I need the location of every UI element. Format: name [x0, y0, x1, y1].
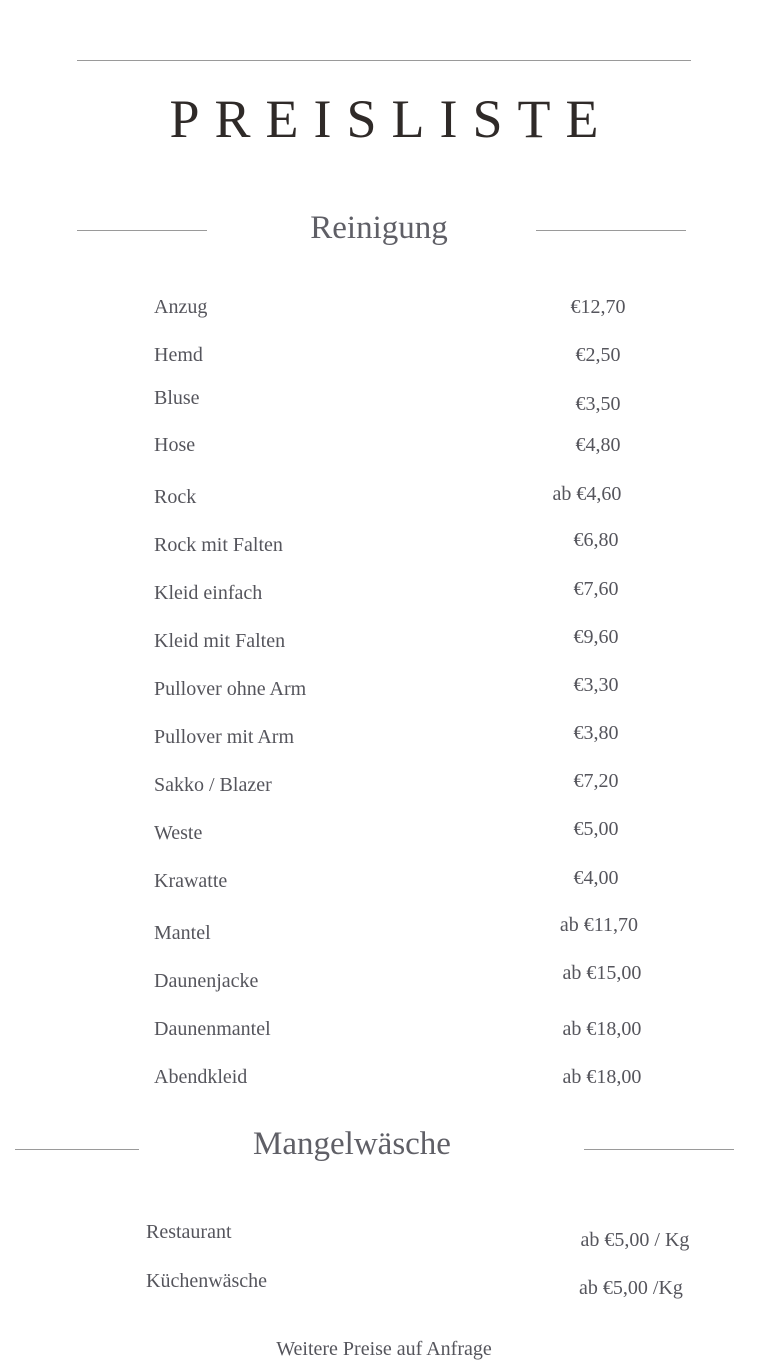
list-item-name: Restaurant — [146, 1221, 232, 1243]
list-item-price: €3,30 — [573, 674, 619, 696]
top-divider — [77, 60, 691, 61]
list-item-price: ab €5,00 / Kg — [580, 1229, 690, 1251]
list-item-name: Krawatte — [154, 870, 228, 892]
section-heading-mangelwaesche: Mangelwäsche — [253, 1126, 451, 1162]
list-item-name: Bluse — [154, 387, 200, 409]
list-item-name: Küchenwäsche — [146, 1270, 268, 1292]
list-item-price: €6,80 — [573, 529, 619, 551]
list-item-name: Rock mit Falten — [154, 534, 283, 556]
list-item-price: ab €11,70 — [559, 914, 639, 936]
list-item-price: ab €18,00 — [562, 1018, 642, 1040]
list-item-name: Daunenjacke — [154, 970, 259, 992]
list-item-price: €2,50 — [575, 344, 621, 366]
section-heading-reinigung: Reinigung — [310, 210, 448, 246]
footer-note: Weitere Preise auf Anfrage — [276, 1338, 492, 1360]
list-item-name: Weste — [154, 822, 203, 844]
list-item-name: Abendkleid — [154, 1066, 248, 1088]
list-item-name: Kleid mit Falten — [154, 630, 286, 652]
list-item-name: Pullover ohne Arm — [154, 678, 307, 700]
list-item-name: Mantel — [154, 922, 211, 944]
list-item-price: €7,60 — [573, 578, 619, 600]
list-item-name: Daunenmantel — [154, 1018, 271, 1040]
list-item-price: ab €5,00 /Kg — [579, 1277, 683, 1299]
list-item-price: ab €4,60 — [552, 483, 622, 505]
list-item-price: €7,20 — [573, 770, 619, 792]
list-item-price: ab €18,00 — [562, 1066, 642, 1088]
list-item-price: €3,80 — [573, 722, 619, 744]
list-item-price: €4,00 — [573, 867, 619, 889]
list-item-name: Pullover mit Arm — [154, 726, 294, 748]
list-item-price: €5,00 — [573, 818, 619, 840]
section-divider-right — [536, 230, 686, 231]
list-item-price: €9,60 — [573, 626, 619, 648]
list-item-price: €4,80 — [575, 434, 621, 456]
list-item-name: Anzug — [154, 296, 208, 318]
list-item-name: Hose — [154, 434, 196, 456]
list-item-name: Sakko / Blazer — [154, 774, 272, 796]
list-item-name: Kleid einfach — [154, 582, 263, 604]
section-divider-right — [584, 1149, 734, 1150]
page-title: PREISLISTE — [169, 89, 614, 149]
list-item-price: €3,50 — [575, 393, 621, 415]
section-divider-left — [15, 1149, 139, 1150]
list-item-name: Rock — [154, 486, 197, 508]
list-item-name: Hemd — [154, 344, 203, 366]
section-divider-left — [77, 230, 207, 231]
list-item-price: €12,70 — [570, 296, 626, 318]
list-item-price: ab €15,00 — [562, 962, 642, 984]
